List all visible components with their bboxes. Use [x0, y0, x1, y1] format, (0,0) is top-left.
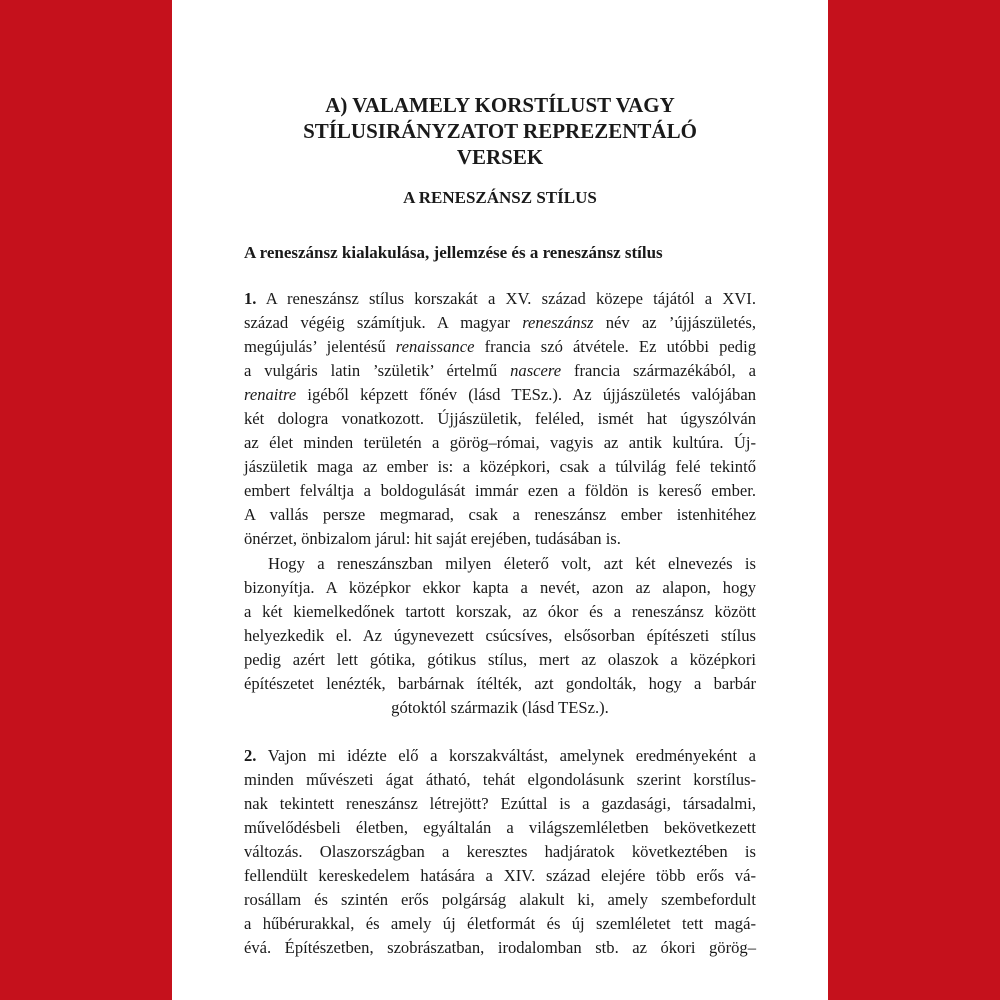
- text-line: század végéig számítjuk. A magyar reneszánsz név az ’újjászületés,: [244, 313, 756, 333]
- text-line: a két kiemelkedőnek tartott korszak, az ókor és a reneszánsz között: [244, 601, 756, 621]
- text-line: bizonyítja. A középkor ekkor kapta a nevét, azon az alapon, hogy: [244, 577, 756, 597]
- section-1-text: [244, 287, 756, 720]
- chapter-title-line: A) VALAMELY KORSTÍLUST VAGY: [325, 93, 675, 117]
- text-line: A vallás persze megmarad, csak a reneszánsz ember istenhitéhez: [244, 505, 756, 525]
- book-page: [172, 0, 828, 1000]
- text-line: változás. Olaszországban a keresztes hadjáratok következtében is: [244, 842, 756, 862]
- text-line: gótoktól származik (lásd TESz.).: [391, 697, 609, 717]
- text-line: megújulás’ jelentésű renaissance francia szó átvétele. Ez utóbbi pedig: [244, 337, 757, 357]
- text-line: két dologra vonatkozott. Újjászületik, feléled, ismét hat úgyszólván: [244, 409, 756, 429]
- text-line: művelődésbeli életben, egyáltalán a világszemléletben bekövetkezett: [244, 817, 756, 837]
- text-line: pedig azért lett gótika, gótikus stílus, mert az olaszok a középkori: [244, 649, 756, 669]
- section-heading: A reneszánsz kialakulása, jellemzése és a reneszánsz stílus: [244, 243, 663, 262]
- chapter-title-line: STÍLUSIRÁNYZATOT REPREZENTÁLÓ: [303, 119, 697, 143]
- paragraph-number: 1.: [244, 289, 257, 308]
- text-line: építészetet lenézték, barbárnak ítélték, azt gondolták, hogy a barbár: [244, 673, 756, 693]
- italic-term: renaitre: [244, 385, 297, 405]
- text-line: rosállam és szintén erős polgárság alakult ki, amely szembefordult: [244, 890, 756, 910]
- text-line: embert felváltja a boldogulását immár ezen a földön is kereső ember.: [244, 481, 756, 501]
- page-content: [244, 92, 756, 960]
- text-line: a hűbérurakkal, és amely új életformát és új szemléletet tett magá-: [244, 914, 756, 934]
- text-line: minden művészeti ágat átható, tehát elgondolásunk szerint korstílus-: [244, 769, 756, 789]
- text-line: a vulgáris latin ’születik’ értelmű nascere francia származékából, a: [244, 361, 756, 381]
- paragraph-number: 2.: [244, 745, 257, 765]
- text-line: renaitre igéből képzett főnév (lásd TESz.). Az újjászületés valójában: [244, 385, 756, 405]
- italic-term: reneszánsz: [522, 313, 594, 333]
- italic-term: renaissance: [395, 337, 475, 357]
- text-line: 1. A reneszánsz stílus korszakát a XV. század közepe tájától a XVI.: [244, 289, 756, 308]
- text-line: önérzet, önbizalom járul: hit saját erejében, tudásában is.: [244, 529, 621, 549]
- section-2-text: [244, 744, 756, 960]
- text-line: 2. Vajon mi idézte elő a korszakváltást, amelynek eredményeként a: [244, 745, 756, 765]
- text-line: helyezkedik el. Az úgynevezett csúcsíves, elsősorban építészeti stílus: [244, 625, 756, 645]
- text-line: évá. Építészetben, szobrászatban, irodalomban stb. az ókori görög–: [244, 938, 756, 958]
- chapter-subtitle: A RENESZÁNSZ STÍLUS: [403, 188, 597, 207]
- text-line: az élet minden területén a görög–római, vagyis az antik kultúra. Új-: [244, 433, 756, 453]
- text-line: jászületik maga az ember is: a középkori, csak a túlvilág felé tekintő: [244, 457, 756, 477]
- italic-term: nascere: [510, 361, 562, 381]
- text-line: fellendült kereskedelem hatására a XIV. század elejére több erős vá-: [244, 866, 756, 886]
- chapter-title-line: VERSEK: [456, 145, 544, 169]
- chapter-title: [244, 92, 756, 170]
- text-line: nak tekintett reneszánsz létrejött? Ezúttal is a gazdasági, társadalmi,: [244, 793, 756, 813]
- text-line: Hogy a reneszánszban milyen életerő volt, azt két elnevezés is: [268, 553, 756, 573]
